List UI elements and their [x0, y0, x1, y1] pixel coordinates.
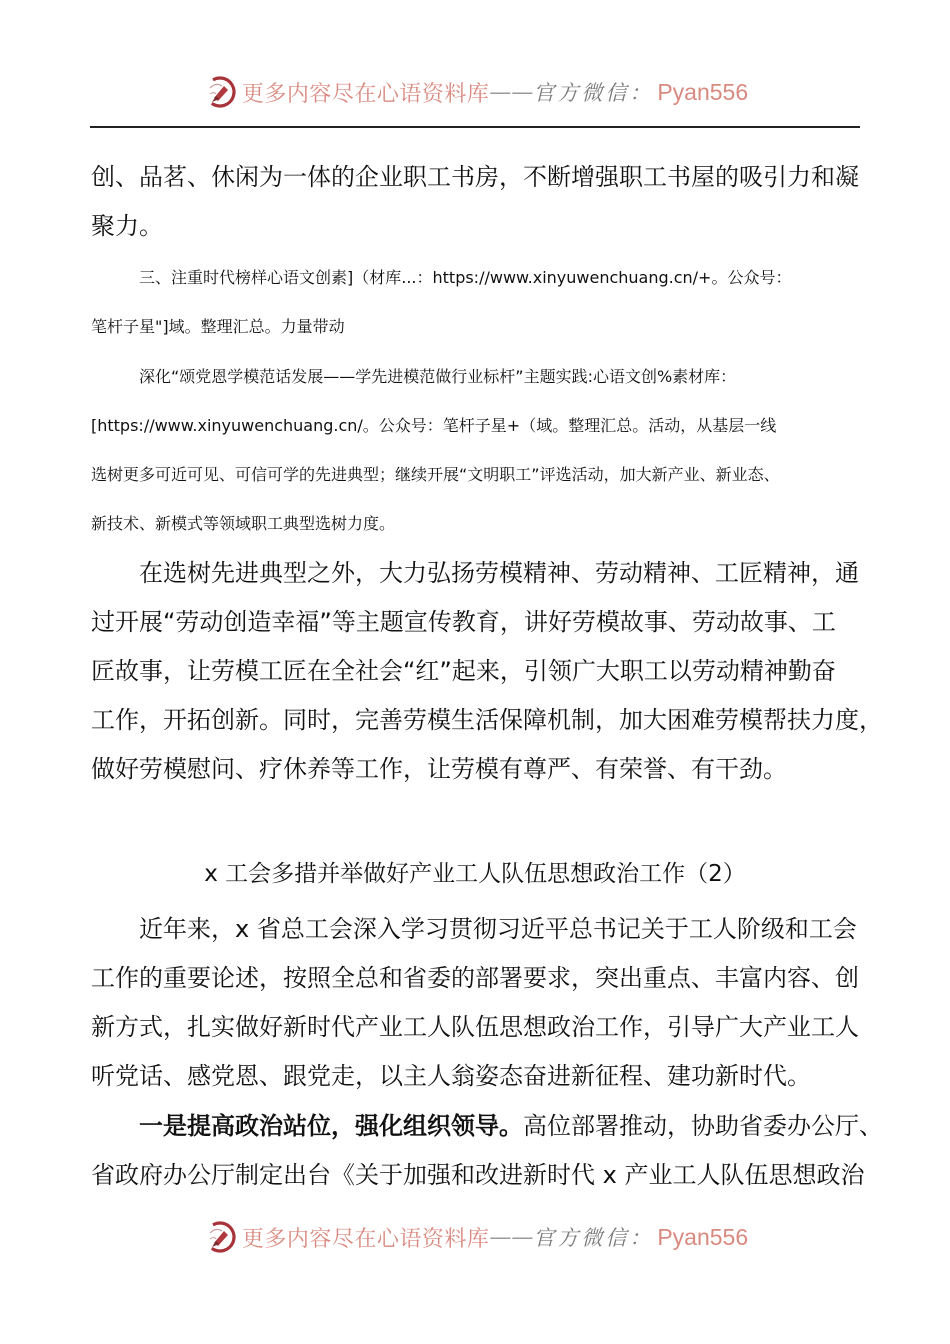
paragraph-4 [91, 549, 883, 794]
header-divider [90, 126, 860, 128]
text-line: 近年来，x 省总工会深入学习贯彻习近平总书记关于工人阶级和工会 [139, 915, 857, 943]
text-line: 创、品茗、休闲为一体的企业职工书房，不断增强职工书屋的吸引力和凝 [91, 163, 859, 191]
text-line: 匠故事，让劳模工匠在全社会“红”起来，引领广大职工以劳动精神勤奋 [91, 657, 836, 685]
paragraph-3 [91, 352, 871, 548]
text-line: 过开展“劳动创造幸福”等主题宣传教育，讲好劳模故事、劳动故事、工 [91, 608, 836, 636]
text-line: 省政府办公厅制定出台《关于加强和改进新时代 x 产业工人队伍思想政治 [91, 1161, 865, 1189]
wechat-id: Pyan556 [657, 1223, 749, 1250]
text-line: 笔杆子星"]域。整理汇总。力量带动 [91, 317, 345, 336]
text-line: 听党话、感党恩、跟党走，以主人翁姿态奋进新征程、建功新时代。 [91, 1062, 811, 1090]
wechat-label: 官方微信： [533, 1226, 654, 1250]
banner-dash: —— [489, 1224, 534, 1250]
text-line: 深化“颂党恩学模范话发展——学先进模范做行业标杆”主题实践:心语文创%素材库： [139, 367, 737, 386]
text-line: 新技术、新模式等领域职工典型选树力度。 [91, 514, 396, 533]
text-line: 聚力。 [91, 212, 163, 240]
paragraph-1 [91, 153, 871, 251]
paragraph-5 [91, 905, 871, 1101]
text-line: 做好劳模慰问、疗休养等工作，让劳模有尊严、有荣誉、有干劲。 [91, 755, 787, 783]
wechat-label: 官方微信： [533, 81, 654, 105]
pen-nib-logo-icon [202, 74, 238, 110]
bold-lead-text: 一是提高政治站位，强化组织领导。 [139, 1112, 523, 1140]
pen-nib-logo-icon [202, 1219, 238, 1255]
promo-text: 更多内容尽在心语资料库 [241, 81, 490, 107]
header-watermark-banner [0, 72, 950, 112]
footer-watermark-banner [0, 1217, 950, 1257]
paragraph-6 [91, 1102, 883, 1200]
section-title: x 工会多措并举做好产业工人队伍思想政治工作（2） [204, 861, 746, 887]
text-run: 高位部署推动，协助省委办公厅、 [523, 1112, 883, 1140]
wechat-id: Pyan556 [657, 78, 749, 105]
text-line: 在选树先进典型之外，大力弘扬劳模精神、劳动精神、工匠精神，通 [139, 559, 859, 587]
text-line: 工作，开拓创新。同时，完善劳模生活保障机制，加大困难劳模帮扶力度， [91, 706, 883, 734]
text-line: [https://www.xinyuwenchuang.cn/。公众号：笔杆子星+（域。整理汇总。活动，从基层一线 [91, 416, 777, 435]
text-line: 工作的重要论述，按照全总和省委的部署要求，突出重点、丰富内容、创 [91, 964, 859, 992]
paragraph-2 [91, 253, 871, 351]
text-line: 新方式，扎实做好新时代产业工人队伍思想政治工作，引导广大产业工人 [91, 1013, 859, 1041]
text-line [91, 1102, 883, 1151]
text-line: 选树更多可近可见、可信可学的先进典型；继续开展“文明职工”评选活动，加大新产业、新业态、 [91, 465, 780, 484]
text-line: 三、注重时代榜样心语文创素]（材库...：https://www.xinyuwenchuang.cn/+。公众号： [139, 268, 792, 287]
promo-text: 更多内容尽在心语资料库 [241, 1226, 490, 1252]
banner-dash: —— [489, 79, 534, 105]
